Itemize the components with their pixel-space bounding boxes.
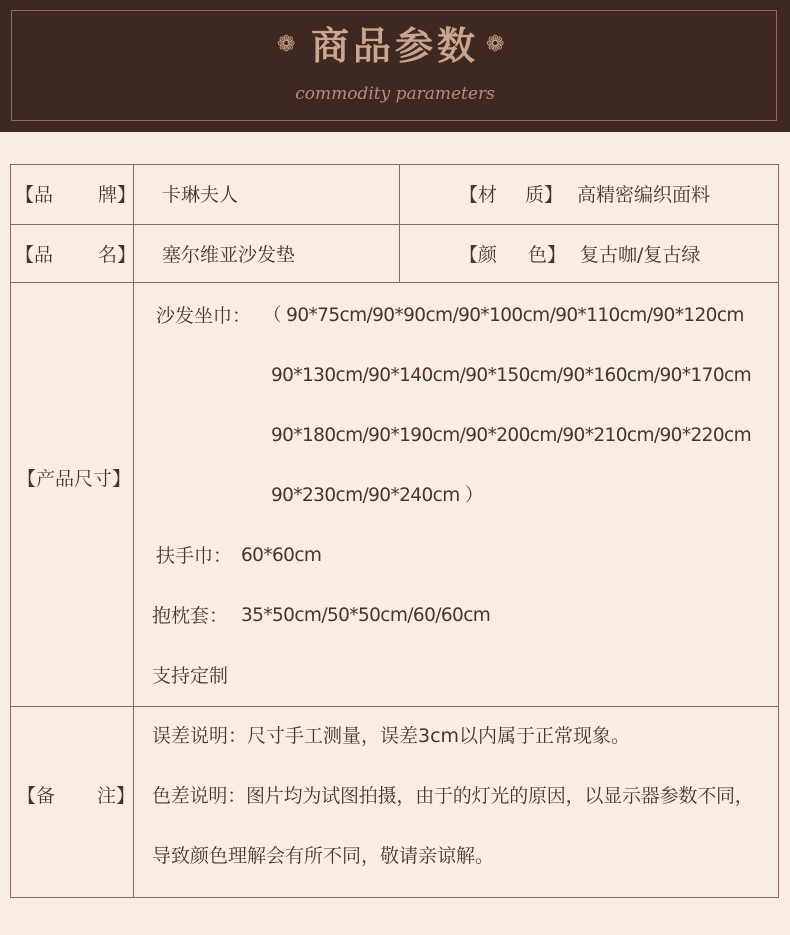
column-divider — [399, 165, 400, 283]
sofa-size-line: 90*230cm/90*240cm ） — [271, 485, 483, 506]
flower-ornament-icon: ❁ — [277, 32, 296, 57]
row-divider — [11, 706, 778, 707]
parameters-table: 【品 牌】 卡琳夫人 【材 质】 高精密编织面料 【品 名】 塞尔维亚沙发垫 【颜 色】 复古咖/复古绿 【产品尺寸】 沙发坐巾： （ 90*75cm/90*90cm/90*100cm/90*110cm/90*120cm 90*130cm/90*140cm/90*150cm/90*160cm/90*170cm 90*180cm/90*190cm/90*200cm/90*210cm/90*220cm 90*230cm/90*240cm ） 扶手巾： 60*60cm 抱枕套： 35*50cm/50*50cm/60/60cm 支持定制 【备 注】 误差说明：尺寸手工测量，误差3cm以内属于正常现象。 色差说明：图片均为试图拍摄，由于的灯光的原因，以显示器参数不同， 导致颜色理解会有所不同，敬请亲谅解。 — [10, 164, 779, 898]
page-subtitle: commodity parameters — [295, 84, 495, 104]
pillow-label: 抱枕套： — [152, 605, 229, 627]
row-divider — [11, 224, 778, 225]
row-divider — [11, 282, 778, 283]
size-label: 【产品尺寸】 — [17, 468, 132, 490]
sofa-size-line: （ 90*75cm/90*90cm/90*100cm/90*110cm/90*120cm — [263, 305, 744, 326]
sofa-size-line: 90*130cm/90*140cm/90*150cm/90*160cm/90*170cm — [271, 365, 752, 386]
name-value: 塞尔维亚沙发垫 — [162, 244, 296, 266]
header-banner — [0, 0, 790, 132]
note-line: 误差说明：尺寸手工测量，误差3cm以内属于正常现象。 — [152, 725, 631, 747]
armrest-value: 60*60cm — [241, 545, 322, 566]
color-value: 复古咖/复古绿 — [580, 244, 701, 266]
note-line: 色差说明：图片均为试图拍摄，由于的灯光的原因，以显示器参数不同， — [152, 785, 754, 807]
sofa-size-line: 90*180cm/90*190cm/90*200cm/90*210cm/90*220cm — [271, 425, 752, 446]
sofa-cover-label: 沙发坐巾： — [156, 305, 252, 327]
material-value: 高精密编织面料 — [577, 184, 711, 206]
pillow-value: 35*50cm/50*50cm/60/60cm — [241, 605, 491, 626]
note-line: 导致颜色理解会有所不同，敬请亲谅解。 — [152, 845, 495, 867]
armrest-label: 扶手巾： — [156, 545, 233, 567]
custom-note: 支持定制 — [152, 665, 229, 687]
page-title: 商品参数 — [310, 23, 479, 68]
flower-ornament-icon: ❁ — [486, 32, 505, 57]
brand-value: 卡琳夫人 — [162, 184, 239, 206]
